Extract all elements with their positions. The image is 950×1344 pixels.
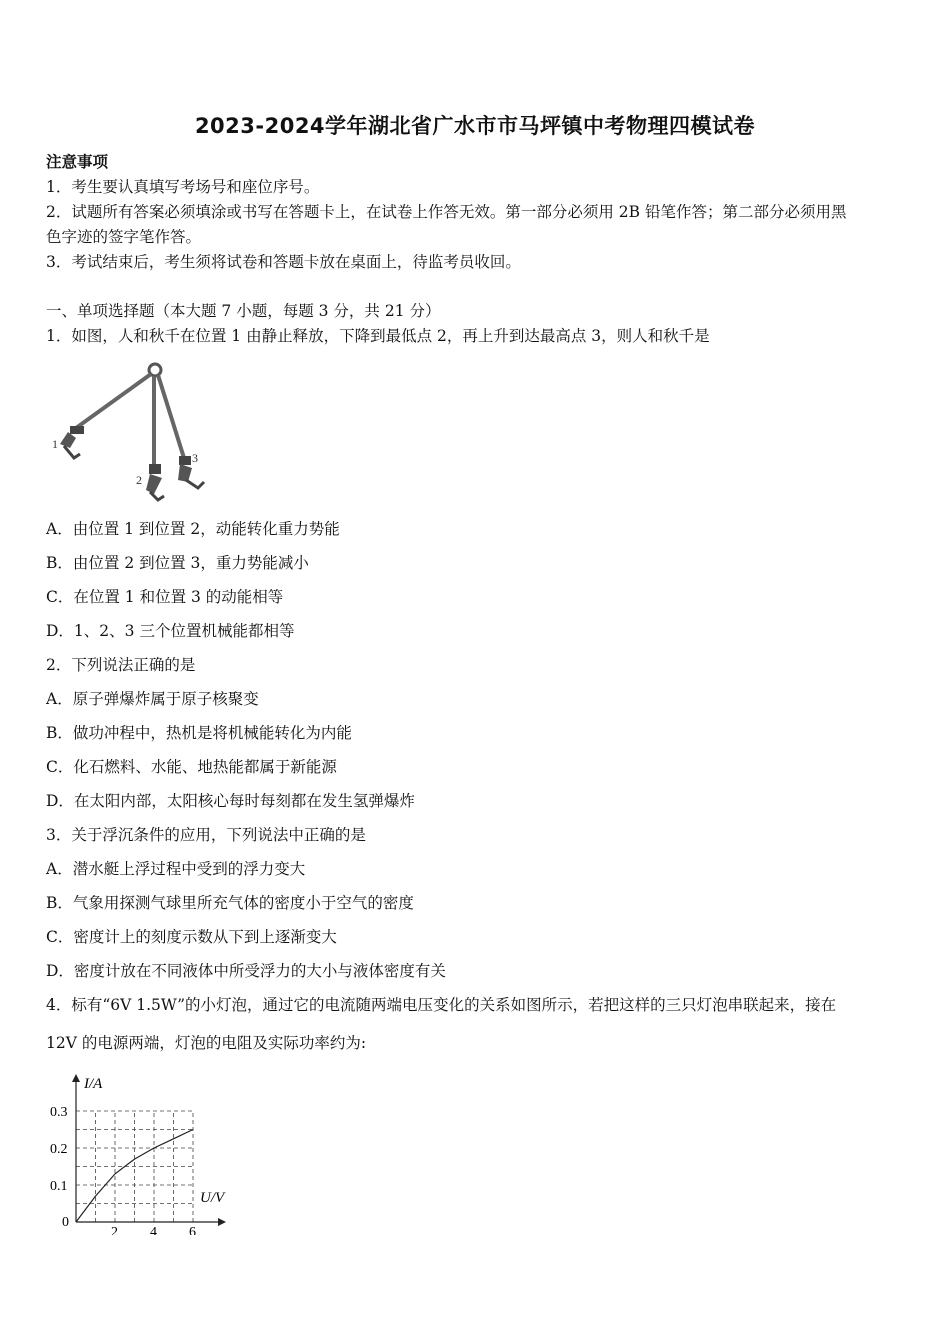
y-tick-label: 0.3 bbox=[50, 1105, 68, 1120]
notice-item-2-cont: 色字迹的签字笔作答。 bbox=[46, 228, 202, 246]
y-axis-arrow bbox=[72, 1074, 80, 1082]
question-3-option-b: B．气象用探测气球里所充气体的密度小于空气的密度 bbox=[46, 894, 414, 912]
notice-item-3: 3．考试结束后，考生须将试卷和答题卡放在桌面上，待监考员收回。 bbox=[46, 253, 521, 271]
notice-item-2: 2．试题所有答案必须填涂或书写在答题卡上，在试卷上作答无效。第一部分必须用 2B 铅笔作答；第二部分必须用黑 bbox=[46, 203, 847, 221]
question-1-option-b: B．由位置 2 到位置 3，重力势能减小 bbox=[46, 554, 309, 572]
chart-tick-labels bbox=[50, 1105, 196, 1235]
question-2-stem: 2．下列说法正确的是 bbox=[46, 656, 196, 674]
chart-grid bbox=[76, 1111, 193, 1222]
y-tick-label: 0.1 bbox=[50, 1179, 68, 1194]
person-position-3 bbox=[178, 456, 204, 488]
question-2-option-a: A．原子弹爆炸属于原子核聚变 bbox=[46, 690, 259, 708]
question-3-option-c: C．密度计上的刻度示数从下到上逐渐变大 bbox=[46, 928, 337, 946]
question-1-option-c: C．在位置 1 和位置 3 的动能相等 bbox=[46, 588, 284, 606]
question-3-stem: 3．关于浮沉条件的应用，下列说法中正确的是 bbox=[46, 826, 366, 844]
x-axis-label: U/V bbox=[200, 1190, 225, 1206]
question-1-option-d: D．1、2、3 三个位置机械能都相等 bbox=[46, 622, 295, 640]
question-1-stem: 1．如图，人和秋千在位置 1 由静止释放，下降到最低点 2，再上升到达最高点 3，则人和秋千是 bbox=[46, 327, 710, 345]
question-2-option-d: D．在太阳内部，太阳核心每时每刻都在发生氢弹爆炸 bbox=[46, 792, 415, 810]
y-axis-label: I/A bbox=[84, 1076, 103, 1092]
question-1-option-a: A．由位置 1 到位置 2，动能转化重力势能 bbox=[46, 520, 340, 538]
person-position-1 bbox=[60, 426, 84, 458]
x-tick-label: 4 bbox=[150, 1225, 157, 1235]
x-axis-arrow bbox=[218, 1218, 226, 1226]
question-4-stem-line-1: 4．标有“6V 1.5W”的小灯泡，通过它的电流随两端电压变化的关系如图所示，若把这样的三只灯泡串联起来，接在 bbox=[46, 996, 837, 1014]
person-position-2 bbox=[146, 464, 164, 500]
rope-position-3 bbox=[158, 375, 184, 458]
x-tick-label: 6 bbox=[189, 1225, 196, 1235]
question-4-stem-line-2: 12V 的电源两端，灯泡的电阻及实际功率约为: bbox=[46, 1034, 367, 1052]
x-tick-label: 2 bbox=[111, 1225, 118, 1235]
label-position-1: 1 bbox=[52, 437, 58, 451]
question-3-option-d: D．密度计放在不同液体中所受浮力的大小与液体密度有关 bbox=[46, 962, 446, 980]
swing-figure bbox=[46, 358, 216, 506]
question-2-option-b: B．做功冲程中，热机是将机械能转化为内能 bbox=[46, 724, 352, 742]
question-2-option-c: C．化石燃料、水能、地热能都属于新能源 bbox=[46, 758, 337, 776]
label-position-3: 3 bbox=[192, 451, 198, 465]
rope-position-1 bbox=[76, 374, 151, 428]
notice-item-1: 1．考生要认真填写考场号和座位序号。 bbox=[46, 178, 320, 196]
current-voltage-chart bbox=[40, 1070, 250, 1235]
section-heading: 一、单项选择题（本大题 7 小题，每题 3 分，共 21 分） bbox=[46, 302, 441, 320]
question-3-option-a: A．潜水艇上浮过程中受到的浮力变大 bbox=[46, 860, 306, 878]
exam-title: 2023-2024学年湖北省广水市市马坪镇中考物理四模试卷 bbox=[194, 114, 756, 138]
notice-heading: 注意事项 bbox=[46, 152, 109, 171]
label-position-2: 2 bbox=[136, 473, 142, 487]
y-tick-label: 0.2 bbox=[50, 1142, 68, 1157]
x-tick-label-0: 0 bbox=[62, 1215, 69, 1230]
